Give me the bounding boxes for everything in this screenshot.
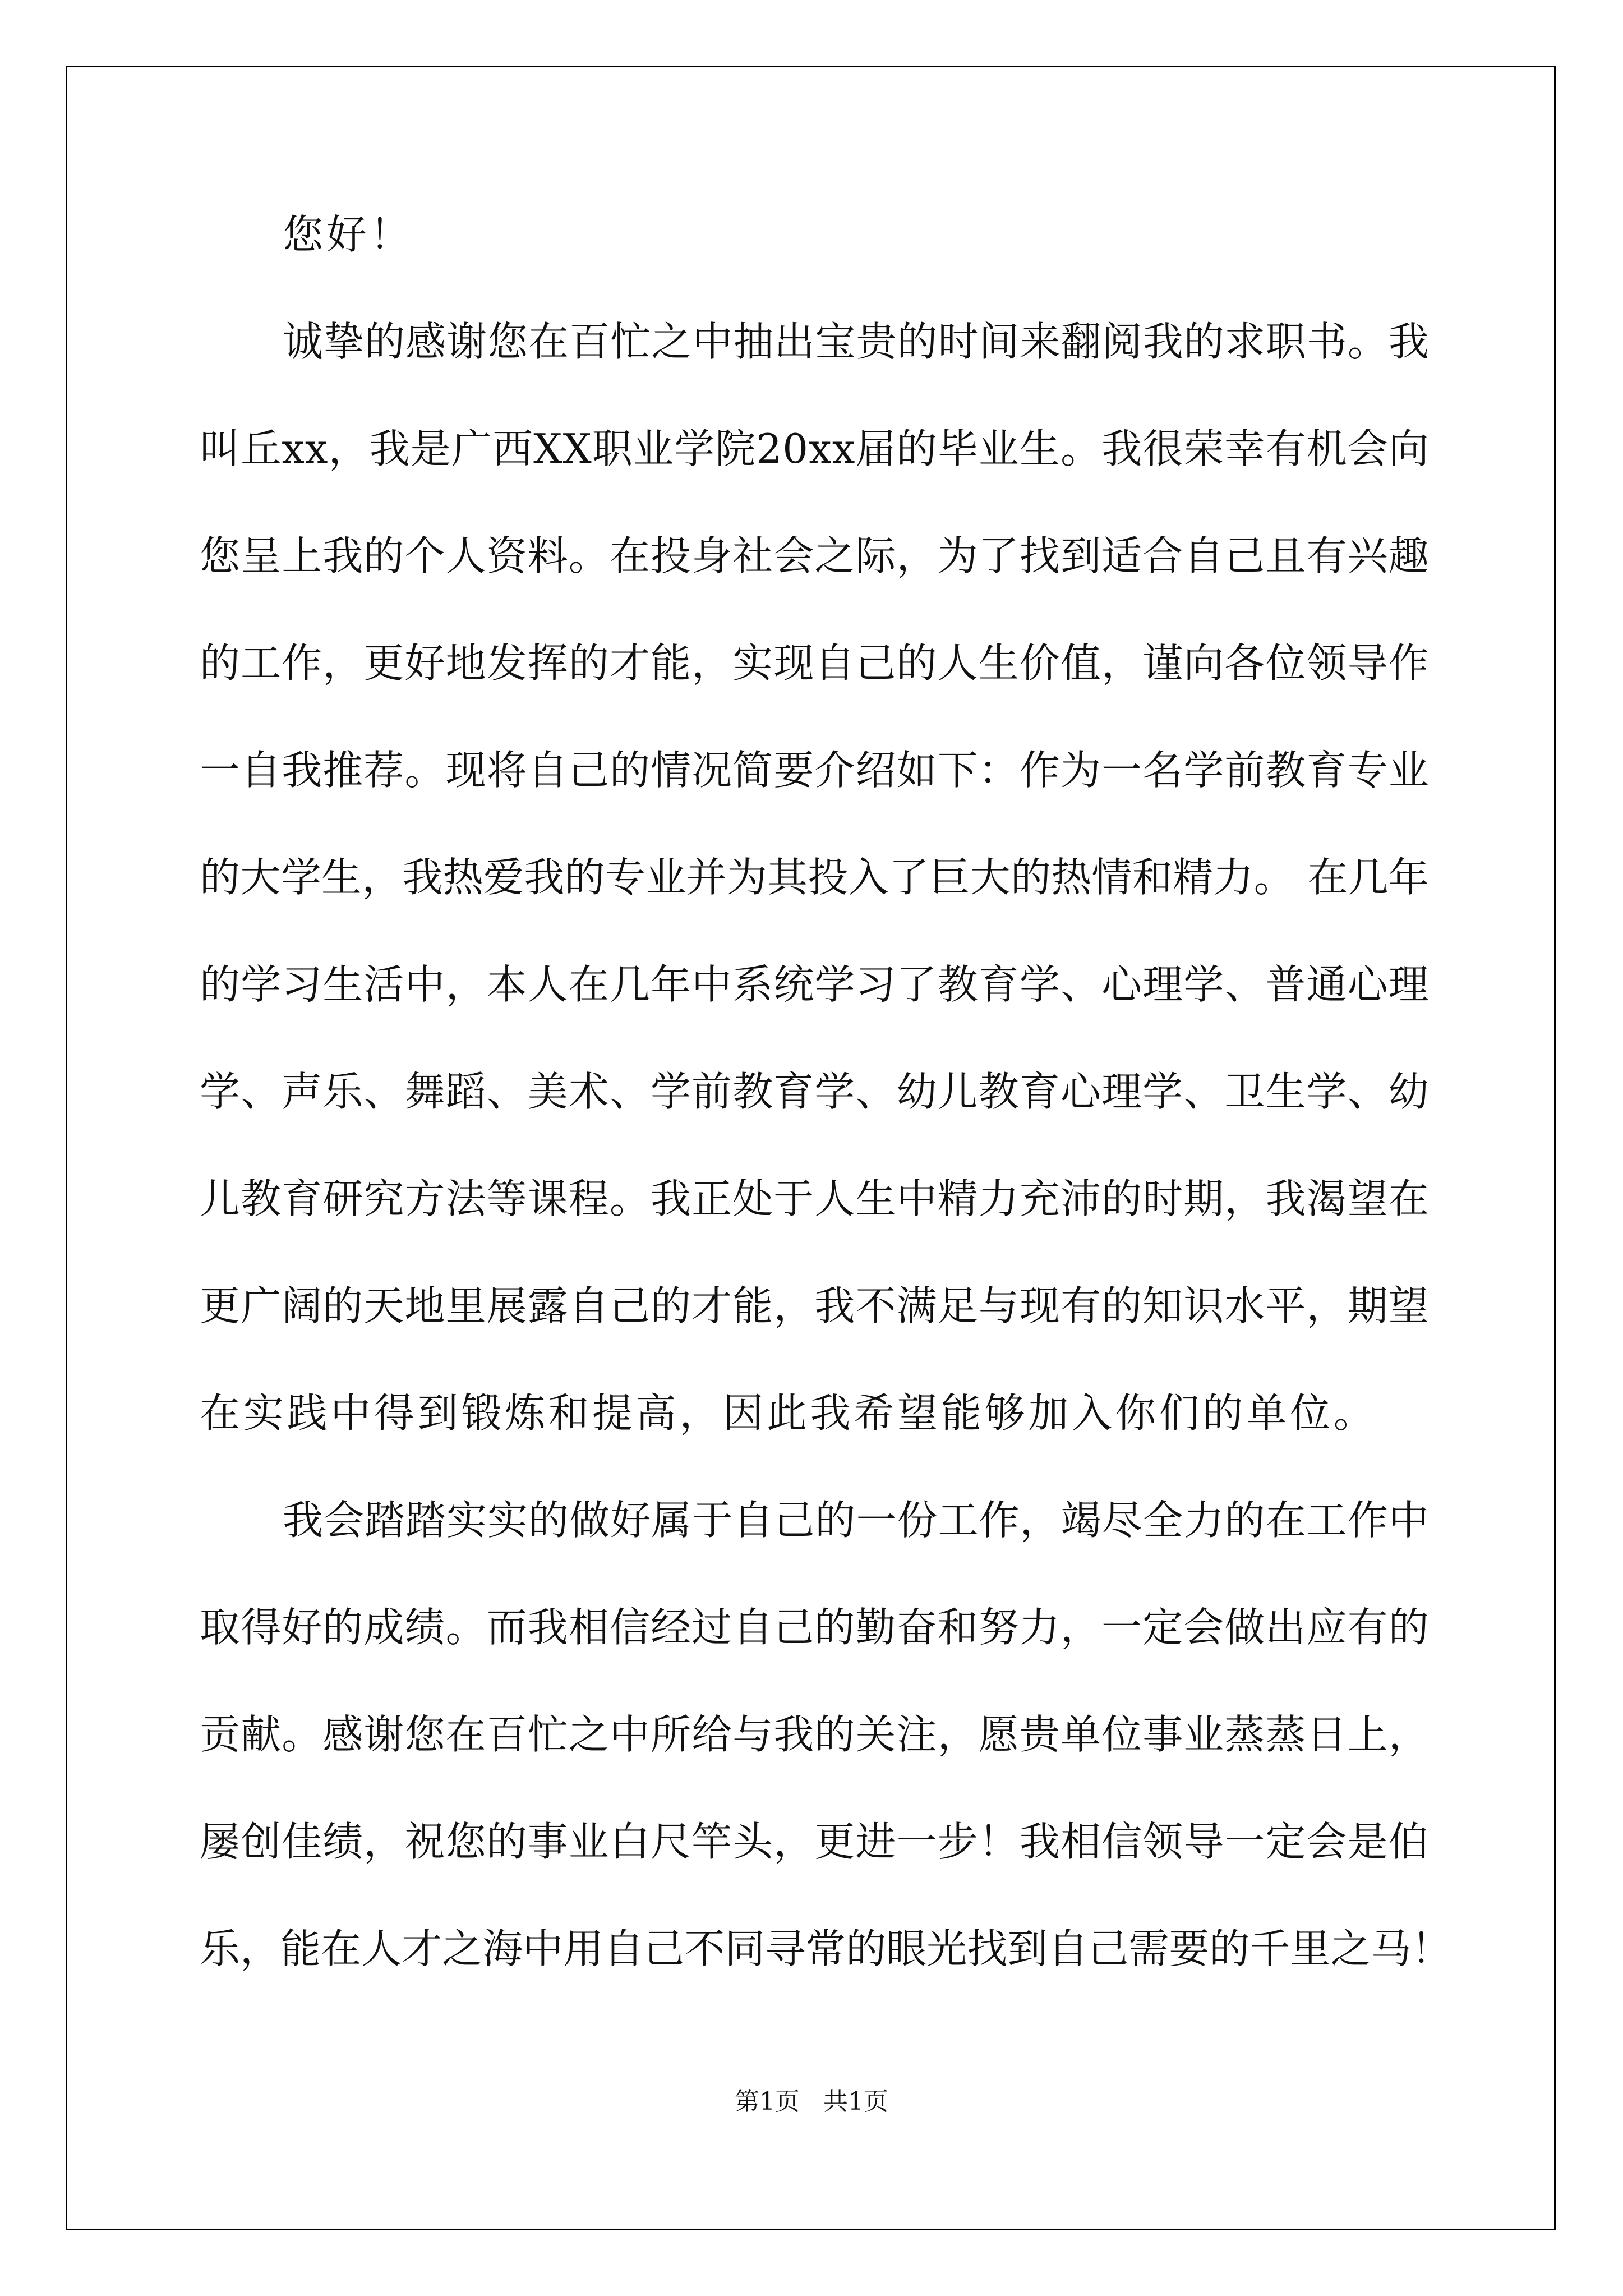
page-footer [0, 2088, 1623, 2116]
page-number: 第1页 共1页 [735, 2087, 888, 2116]
paragraph-line: 我 会 踏 踏 实 实 的 做 好 属 于 自 己 的 一 份 工 作 ， 竭 尽 全 力 的 在 工 作 中 [283, 1497, 1429, 1544]
letter-body [200, 211, 1452, 2035]
paragraph-line: 的 大 学 生 ， 我 热 爱 我 的 专 业 并 为 其 投 入 了 巨 大 的 热 情 和 精 力 。 在 几 年 [200, 854, 1429, 901]
greeting [200, 213, 1429, 256]
paragraph-2 [200, 1497, 1452, 1972]
paragraph-1 [200, 318, 1429, 1437]
paragraph-line: 取 得 好 的 成 绩 。 而 我 相 信 经 过 自 己 的 勤 奋 和 努 力 ， 一 定 会 做 出 应 有 的 [200, 1604, 1429, 1651]
greeting-text: 您好！ [283, 211, 414, 258]
paragraph-line: 屡 创 佳 绩 ， 祝 您 的 事 业 白 尺 竿 头 ， 更 进 一 步 ！ 我 相 信 领 导 一 定 会 是 伯 [200, 1818, 1429, 1865]
paragraph-line: 乐 ， 能 在 人 才 之 海 中 用 自 己 不 同 寻 常 的 眼 光 找 到 自 己 需 要 的 千 里 之 马 ！ [200, 1925, 1452, 1972]
paragraph-line: 的 工 作 ， 更 好 地 发 挥 的 才 能 ， 实 现 自 己 的 人 生 价 值 ， 谨 向 各 位 领 导 作 [200, 639, 1429, 687]
paragraph-line: 学 、 声 乐 、 舞 蹈 、 美 术 、 学 前 教 育 学 、 幼 儿 教 育 心 理 学 、 卫 生 学 、 幼 [200, 1068, 1429, 1115]
paragraph-line: 叫 丘 x x ， 我 是 广 西 X X 职 业 学 院 2 0 x x 届 的 毕 业 生 。 我 很 荣 幸 有 机 会 向 [200, 425, 1429, 472]
paragraph-line: 您 呈 上 我 的 个 人 资 料 。 在 投 身 社 会 之 际 ， 为 了 找 到 适 合 自 己 且 有 兴 趣 [200, 532, 1429, 579]
paragraph-line: 贡 献 。 感 谢 您 在 百 忙 之 中 所 给 与 我 的 关 注 ， 愿 贵 单 位 事 业 蒸 蒸 日 上 ， [200, 1711, 1429, 1758]
paragraph-last-line: 在实践中得到锻炼和提高，因此我希望能够加入你们的单位。 [200, 1389, 1377, 1437]
paragraph-line: 更 广 阔 的 天 地 里 展 露 自 己 的 才 能 ， 我 不 满 足 与 现 有 的 知 识 水 平 ， 期 望 [200, 1282, 1429, 1329]
paragraph-line: 儿 教 育 研 究 方 法 等 课 程 。 我 正 处 于 人 生 中 精 力 充 沛 的 时 期 ， 我 渴 望 在 [200, 1175, 1429, 1222]
paragraph-line: 一 自 我 推 荐 。 现 将 自 己 的 情 况 简 要 介 绍 如 下 ： 作 为 一 名 学 前 教 育 专 业 [200, 747, 1429, 794]
paragraph-line: 诚 挚 的 感 谢 您 在 百 忙 之 中 抽 出 宝 贵 的 时 间 来 翻 阅 我 的 求 职 书 。 我 [283, 318, 1429, 365]
paragraph-line: 的 学 习 生 活 中 ， 本 人 在 几 年 中 系 统 学 习 了 教 育 学 、 心 理 学 、 普 通 心 理 [200, 961, 1429, 1008]
